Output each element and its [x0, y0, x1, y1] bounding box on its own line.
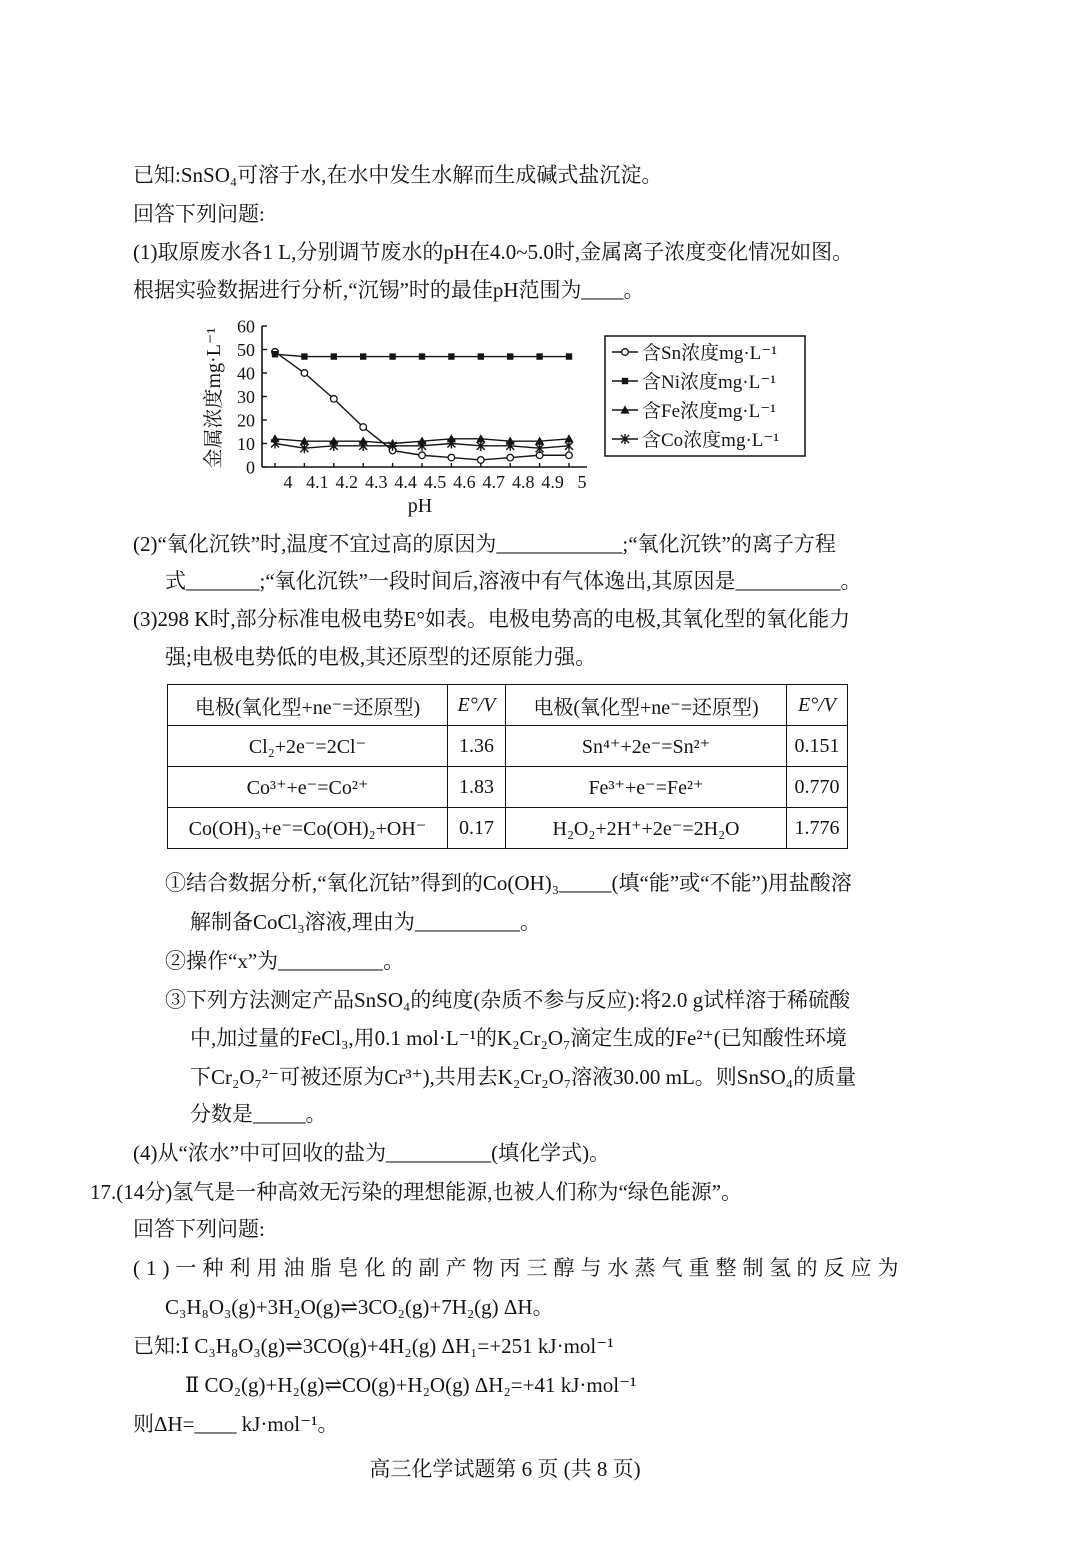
question17-known-reaction-1: 已知:Ⅰ C₃H₈O₃(g)⇌3CO(g)+4H₂(g) ΔH₁=+251 kJ·mol⁻¹	[133, 1334, 614, 1358]
table-cell: 0.17	[448, 808, 506, 849]
legend-ni-marker-shape	[622, 378, 628, 384]
y-tick-label: 60	[237, 316, 255, 337]
answer-prompt: 回答下列问题:	[133, 202, 265, 226]
table-cell: 1.83	[448, 767, 506, 808]
ni-concentration-point	[566, 353, 572, 359]
part1-question-line2: 根据实验数据进行分析,“沉锡”时的最佳pH范围为____。	[133, 278, 645, 302]
ni-concentration-point-shape	[301, 353, 307, 359]
sn-concentration-point-shape	[478, 457, 485, 464]
ni-concentration-point	[419, 353, 425, 359]
question17-answer-line: 则ΔH=____ kJ·mol⁻¹。	[133, 1412, 339, 1436]
known-info-text: 已知:SnSO₄可溶于水,在水中发生水解而生成碱式盐沉淀。	[133, 163, 663, 187]
legend-co-label: 含Co浓度mg·L⁻¹	[642, 430, 780, 451]
sn-concentration-point-shape	[419, 452, 426, 459]
y-tick-label: 10	[237, 434, 255, 454]
chart-legend	[605, 336, 805, 456]
table-cell: 1.36	[448, 726, 506, 767]
legend-sn-marker-shape	[622, 349, 629, 356]
sn-concentration-point-shape	[360, 424, 367, 431]
ni-concentration-point	[331, 353, 337, 359]
part3-sub3-line2: 中,加过量的FeCl₃,用0.1 mol·L⁻¹的K₂Cr₂O₇滴定生成的Fe²⁺(已知酸性环境	[190, 1026, 847, 1050]
table-cell: H₂O₂+2H⁺+2e⁻=2H₂O	[506, 808, 787, 849]
part3-sub3-line3: 下Cr₂O₇²⁻可被还原为Cr³⁺),共用去K₂Cr₂O₇溶液30.00 mL。则SnSO₄的质量	[190, 1065, 857, 1089]
part3-sub3-line4: 分数是_____。	[190, 1102, 327, 1126]
table-cell: 0.151	[787, 726, 848, 767]
y-tick-label: 20	[237, 410, 255, 431]
ni-concentration-point-shape	[360, 353, 366, 359]
table-cell: Cl₂+2e⁻=2Cl⁻	[168, 726, 448, 767]
legend-fe-label: 含Fe浓度mg·L⁻¹	[642, 401, 776, 422]
sn-concentration-point	[331, 396, 338, 403]
ni-concentration-point-shape	[389, 353, 395, 359]
sn-concentration-point	[419, 452, 426, 459]
part3-sub1-line1: ①结合数据分析,“氧化沉钴”得到的Co(OH)₃_____(填“能”或“不能”)用盐酸溶	[165, 871, 852, 895]
part3-sub1-line2: 解制备CoCl₃溶液,理由为__________。	[190, 910, 541, 934]
question17-part1-line1: (1)一种利用油脂皂化的副产物丙三醇与水蒸气重整制氢的反应为	[133, 1256, 905, 1280]
table-row	[168, 767, 848, 808]
sn-concentration-point-shape	[507, 454, 514, 461]
ni-concentration-point-shape	[566, 353, 572, 359]
table-header-cell: 电极(氧化型+ne⁻=还原型)	[168, 685, 448, 726]
legend-ni-label: 含Ni浓度mg·L⁻¹	[642, 372, 776, 393]
x-axis-label: pH	[407, 495, 433, 517]
question17-heading: 17.(14分)氢气是一种高效无污染的理想能源,也被人们称为“绿色能源”。	[90, 1180, 743, 1204]
x-tick-label: 4.5	[423, 472, 447, 492]
x-tick-label: 4.8	[511, 472, 535, 492]
electrode-potential-table	[167, 684, 848, 849]
x-tick-label: 4.9	[541, 472, 564, 492]
table-header-row	[168, 685, 848, 726]
sn-concentration-point-shape	[301, 370, 308, 377]
ni-concentration-point-shape	[507, 353, 513, 359]
table-cell: 0.770	[787, 767, 848, 808]
x-tick-label: 4.1	[306, 472, 329, 492]
table-header-cell: E°/V	[448, 685, 506, 726]
ni-concentration-point	[448, 353, 454, 359]
part3-question-line1: (3)298 K时,部分标准电极电势E°如表。电极电势高的电极,其氧化型的氧化能力	[133, 607, 851, 631]
part2-question-line1: (2)“氧化沉铁”时,温度不宜过高的原因为____________;“氧化沉铁”的离子方程	[133, 532, 836, 556]
table-cell: 1.776	[787, 808, 848, 849]
ni-concentration-point	[478, 353, 484, 359]
question17-reaction: C₃H₈O₃(g)+3H₂O(g)⇌3CO₂(g)+7H₂(g) ΔH。	[165, 1295, 554, 1319]
x-tick-label: 4.3	[364, 472, 388, 492]
ni-concentration-point-shape	[478, 353, 484, 359]
ni-concentration-point	[536, 353, 542, 359]
x-tick-label: 5	[577, 472, 587, 492]
table-cell: Fe³⁺+e⁻=Fe²⁺	[506, 767, 787, 808]
metal-concentration-chart	[195, 310, 815, 520]
ni-concentration-point	[389, 353, 395, 359]
table-row	[168, 726, 848, 767]
legend-sn-marker	[622, 349, 629, 356]
legend-ni-marker	[622, 378, 628, 384]
y-axis-label: 金属浓度mg·L⁻¹	[203, 327, 225, 469]
part3-sub2: ②操作“x”为__________。	[165, 949, 405, 973]
sn-concentration-point-shape	[448, 454, 455, 461]
question17-prompt: 回答下列问题:	[133, 1217, 265, 1241]
x-tick-label: 4.4	[394, 472, 417, 492]
x-tick-label: 4.7	[482, 472, 506, 492]
table-row	[168, 808, 848, 849]
x-tick-label: 4	[283, 472, 293, 492]
y-tick-label: 40	[237, 363, 255, 384]
ni-concentration-point	[507, 353, 513, 359]
ni-concentration-point-shape	[272, 351, 278, 357]
sn-concentration-point-shape	[566, 452, 573, 459]
sn-concentration-point	[566, 452, 573, 459]
ni-concentration-point-shape	[536, 353, 542, 359]
y-tick-label: 0	[246, 457, 255, 478]
table-cell: Co(OH)₃+e⁻=Co(OH)₂+OH⁻	[168, 808, 448, 849]
table-cell: Sn⁴⁺+2e⁻=Sn²⁺	[506, 726, 787, 767]
sn-concentration-point	[360, 424, 367, 431]
y-tick-label: 30	[237, 387, 255, 407]
ni-concentration-point-shape	[331, 353, 337, 359]
page-footer: 高三化学试题第 6 页 (共 8 页)	[369, 1457, 641, 1481]
sn-concentration-point-shape	[331, 396, 338, 403]
ni-concentration-point-shape	[448, 353, 454, 359]
ni-concentration-point	[301, 353, 307, 359]
part3-sub3-line1: ③下列方法测定产品SnSO₄的纯度(杂质不参与反应):将2.0 g试样溶于稀硫酸	[165, 988, 851, 1012]
part2-question-line2: 式_______;“氧化沉铁”一段时间后,溶液中有气体逸出,其原因是__________。	[165, 569, 862, 593]
sn-concentration-point	[301, 370, 308, 377]
question17-known-reaction-2: Ⅱ CO₂(g)+H₂(g)⇌CO(g)+H₂O(g) ΔH₂=+41 kJ·mol⁻¹	[185, 1373, 637, 1397]
table-header-cell: 电极(氧化型+ne⁻=还原型)	[506, 685, 787, 726]
ni-concentration-point-shape	[419, 353, 425, 359]
part1-question-line1: (1)取原废水各1 L,分别调节废水的pH在4.0~5.0时,金属离子浓度变化情况如图。	[133, 240, 854, 264]
x-tick-label: 4.2	[335, 472, 359, 492]
legend-sn-label: 含Sn浓度mg·L⁻¹	[642, 343, 778, 364]
table-header-cell: E°/V	[787, 685, 848, 726]
y-tick-label: 50	[237, 340, 255, 360]
ni-concentration-point	[360, 353, 366, 359]
table-cell: Co³⁺+e⁻=Co²⁺	[168, 767, 448, 808]
x-tick-label: 4.6	[453, 472, 476, 492]
part3-question-line2: 强;电极电势低的电极,其还原型的还原能力强。	[165, 645, 597, 669]
sn-concentration-point	[478, 457, 485, 464]
part4-question: (4)从“浓水”中可回收的盐为__________(填化学式)。	[133, 1141, 611, 1165]
sn-concentration-point	[448, 454, 455, 461]
ni-concentration-point	[272, 351, 278, 357]
sn-concentration-point	[507, 454, 514, 461]
